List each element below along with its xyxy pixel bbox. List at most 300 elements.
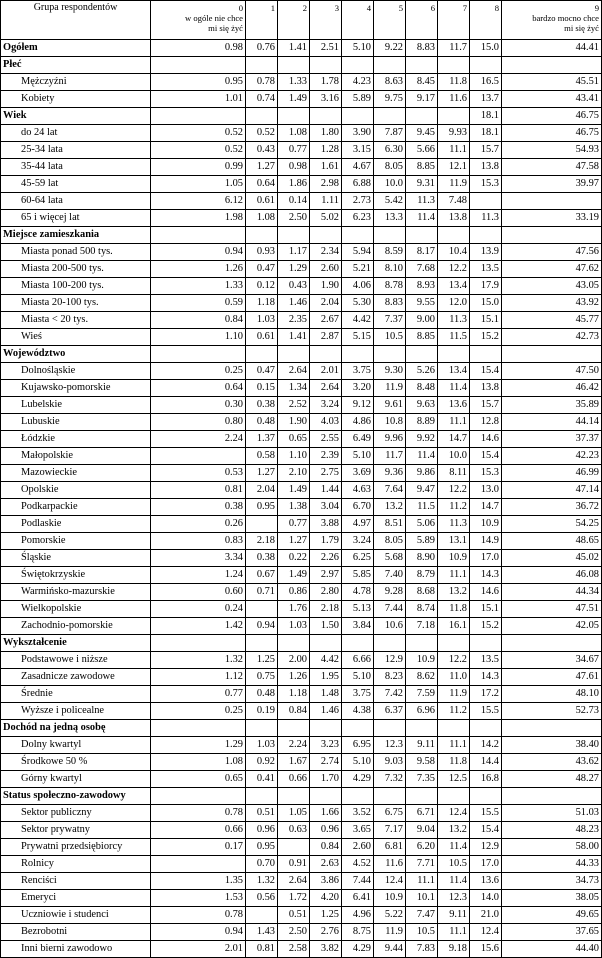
- value-col1: 2.04: [246, 482, 278, 499]
- value-col7: 13.8: [438, 210, 470, 227]
- value-col6: 5.66: [406, 142, 438, 159]
- value-col5: 9.36: [374, 465, 406, 482]
- value-col2: 1.49: [278, 482, 310, 499]
- value-col7: 9.11: [438, 907, 470, 924]
- value-col6: 10.5: [406, 924, 438, 941]
- row-label: Średnie: [1, 686, 151, 703]
- value-col0: 1.10: [151, 329, 246, 346]
- value-col9: [502, 788, 602, 805]
- value-col2: 2.64: [278, 363, 310, 380]
- value-col5: 11.7: [374, 448, 406, 465]
- row-label: Dolnośląskie: [1, 363, 151, 380]
- value-col0: 0.38: [151, 499, 246, 516]
- value-col3: 4.03: [310, 414, 342, 431]
- value-col1: 0.48: [246, 414, 278, 431]
- value-col0: [151, 57, 246, 74]
- value-col1: 0.70: [246, 856, 278, 873]
- value-col9: 37.37: [502, 431, 602, 448]
- value-col5: 10.5: [374, 329, 406, 346]
- value-col9: 47.56: [502, 244, 602, 261]
- value-col1: [246, 108, 278, 125]
- value-col1: 0.19: [246, 703, 278, 720]
- value-col6: 5.06: [406, 516, 438, 533]
- value-col0: 0.95: [151, 74, 246, 91]
- row-label: Bezrobotni: [1, 924, 151, 941]
- value-col8: 13.6: [470, 873, 502, 890]
- value-col8: [470, 57, 502, 74]
- table-row: [1, 890, 602, 907]
- value-col9: 52.73: [502, 703, 602, 720]
- value-col6: 7.59: [406, 686, 438, 703]
- value-col7: 11.2: [438, 703, 470, 720]
- value-col6: 9.45: [406, 125, 438, 142]
- value-col4: 5.89: [342, 91, 374, 108]
- value-col2: [278, 720, 310, 737]
- value-col9: [502, 193, 602, 210]
- value-col5: 7.40: [374, 567, 406, 584]
- value-col0: [151, 448, 246, 465]
- value-col1: 0.94: [246, 618, 278, 635]
- row-label: Podstawowe i niższe: [1, 652, 151, 669]
- value-col0: 0.78: [151, 805, 246, 822]
- value-col7: 8.11: [438, 465, 470, 482]
- group-heading-row: [1, 108, 602, 125]
- value-col9: 42.73: [502, 329, 602, 346]
- value-col0: 0.83: [151, 533, 246, 550]
- value-col8: 15.7: [470, 397, 502, 414]
- col3-header: 3: [310, 1, 342, 40]
- value-col0: 1.29: [151, 737, 246, 754]
- row-label: Dolny kwartyl: [1, 737, 151, 754]
- value-col6: 8.90: [406, 550, 438, 567]
- value-col9: 34.73: [502, 873, 602, 890]
- value-col3: 3.16: [310, 91, 342, 108]
- row-label: Zachodnio-pomorskie: [1, 618, 151, 635]
- value-col9: 39.97: [502, 176, 602, 193]
- value-col1: 0.67: [246, 567, 278, 584]
- row-label: Świętokrzyskie: [1, 567, 151, 584]
- value-col3: 3.24: [310, 397, 342, 414]
- value-col8: 17.0: [470, 550, 502, 567]
- value-col3: 0.84: [310, 839, 342, 856]
- value-col7: 11.4: [438, 873, 470, 890]
- value-col9: 43.05: [502, 278, 602, 295]
- group-heading-row: [1, 720, 602, 737]
- value-col0: 0.59: [151, 295, 246, 312]
- value-col3: 1.28: [310, 142, 342, 159]
- value-col5: 5.22: [374, 907, 406, 924]
- value-col4: 2.60: [342, 839, 374, 856]
- table-row: [1, 159, 602, 176]
- value-col2: 1.86: [278, 176, 310, 193]
- value-col2: [278, 227, 310, 244]
- value-col9: [502, 227, 602, 244]
- value-col9: 37.65: [502, 924, 602, 941]
- value-col6: 9.31: [406, 176, 438, 193]
- value-col4: 5.15: [342, 329, 374, 346]
- row-label: 65 i więcej lat: [1, 210, 151, 227]
- value-col8: 13.8: [470, 380, 502, 397]
- value-col9: 43.92: [502, 295, 602, 312]
- row-label: 60-64 lata: [1, 193, 151, 210]
- value-col8: 14.0: [470, 890, 502, 907]
- value-col9: 51.03: [502, 805, 602, 822]
- group-heading-row: [1, 635, 602, 652]
- value-col6: 8.79: [406, 567, 438, 584]
- value-col6: 6.20: [406, 839, 438, 856]
- value-col0: [151, 788, 246, 805]
- col1-header: 1: [246, 1, 278, 40]
- value-col6: 9.92: [406, 431, 438, 448]
- value-col1: 0.47: [246, 261, 278, 278]
- value-col4: 5.10: [342, 448, 374, 465]
- value-col7: 9.93: [438, 125, 470, 142]
- table-row: [1, 567, 602, 584]
- row-label: Podkarpackie: [1, 499, 151, 516]
- value-col2: 2.58: [278, 941, 310, 958]
- value-col5: 11.9: [374, 924, 406, 941]
- value-col6: 11.4: [406, 210, 438, 227]
- row-label: Górny kwartyl: [1, 771, 151, 788]
- value-col6: 8.45: [406, 74, 438, 91]
- value-col4: 8.75: [342, 924, 374, 941]
- value-col2: 2.10: [278, 465, 310, 482]
- col0-desc-line1: w ogóle nie chce: [185, 13, 243, 23]
- value-col8: 13.7: [470, 91, 502, 108]
- value-col9: [502, 346, 602, 363]
- value-col3: [310, 635, 342, 652]
- value-col7: 10.0: [438, 448, 470, 465]
- value-col8: 18.1: [470, 108, 502, 125]
- value-col2: 1.90: [278, 414, 310, 431]
- value-col6: 11.5: [406, 499, 438, 516]
- value-col8: [470, 193, 502, 210]
- value-col1: 0.12: [246, 278, 278, 295]
- value-col8: 14.9: [470, 533, 502, 550]
- value-col0: 0.66: [151, 822, 246, 839]
- row-label: Mazowieckie: [1, 465, 151, 482]
- value-col5: 6.37: [374, 703, 406, 720]
- row-label: Podlaskie: [1, 516, 151, 533]
- value-col0: 0.99: [151, 159, 246, 176]
- row-label: Rolnicy: [1, 856, 151, 873]
- value-col5: [374, 635, 406, 652]
- value-col4: [342, 346, 374, 363]
- value-col7: [438, 108, 470, 125]
- row-label: Pomorskie: [1, 533, 151, 550]
- table-row: [1, 431, 602, 448]
- value-col5: 9.75: [374, 91, 406, 108]
- value-col7: 11.1: [438, 924, 470, 941]
- value-col7: [438, 227, 470, 244]
- value-col1: [246, 907, 278, 924]
- value-col3: 2.97: [310, 567, 342, 584]
- value-col1: [246, 227, 278, 244]
- value-col2: 1.41: [278, 329, 310, 346]
- table-row: [1, 278, 602, 295]
- value-col5: 8.05: [374, 533, 406, 550]
- value-col1: 1.37: [246, 431, 278, 448]
- value-col7: 12.2: [438, 261, 470, 278]
- value-col2: 1.17: [278, 244, 310, 261]
- value-col2: 1.18: [278, 686, 310, 703]
- value-col6: 9.86: [406, 465, 438, 482]
- group-heading-row: [1, 227, 602, 244]
- value-col2: 0.84: [278, 703, 310, 720]
- value-col9: 36.72: [502, 499, 602, 516]
- table-row: [1, 873, 602, 890]
- value-col2: 1.33: [278, 74, 310, 91]
- value-col4: 4.86: [342, 414, 374, 431]
- row-label: Województwo: [1, 346, 151, 363]
- value-col3: 1.48: [310, 686, 342, 703]
- value-col7: [438, 788, 470, 805]
- value-col5: 9.22: [374, 40, 406, 57]
- value-col6: 7.47: [406, 907, 438, 924]
- value-col3: 2.63: [310, 856, 342, 873]
- col6-header: 6: [406, 1, 438, 40]
- value-col3: 1.46: [310, 703, 342, 720]
- value-col5: [374, 57, 406, 74]
- value-col4: 3.24: [342, 533, 374, 550]
- value-col1: 1.18: [246, 295, 278, 312]
- value-col1: 0.74: [246, 91, 278, 108]
- value-col0: [151, 720, 246, 737]
- value-col3: 1.79: [310, 533, 342, 550]
- value-col8: 21.0: [470, 907, 502, 924]
- value-col8: 14.7: [470, 499, 502, 516]
- value-col5: 7.64: [374, 482, 406, 499]
- value-col0: 0.30: [151, 397, 246, 414]
- value-col9: 54.93: [502, 142, 602, 159]
- value-col7: 10.5: [438, 856, 470, 873]
- value-col8: 15.5: [470, 703, 502, 720]
- group-heading-row: [1, 57, 602, 74]
- header-row: [1, 1, 602, 40]
- value-col2: [278, 108, 310, 125]
- value-col0: 2.24: [151, 431, 246, 448]
- value-col5: 11.6: [374, 856, 406, 873]
- value-col9: 49.65: [502, 907, 602, 924]
- value-col1: 1.08: [246, 210, 278, 227]
- value-col2: 1.08: [278, 125, 310, 142]
- value-col5: 8.05: [374, 159, 406, 176]
- value-col7: 7.48: [438, 193, 470, 210]
- value-col5: [374, 108, 406, 125]
- row-label: Kobiety: [1, 91, 151, 108]
- value-col1: 0.38: [246, 397, 278, 414]
- value-col8: 13.5: [470, 652, 502, 669]
- value-col4: 5.30: [342, 295, 374, 312]
- row-label: Lubelskie: [1, 397, 151, 414]
- value-col7: 11.5: [438, 329, 470, 346]
- value-col7: 14.7: [438, 431, 470, 448]
- value-col1: 0.92: [246, 754, 278, 771]
- row-label: Opolskie: [1, 482, 151, 499]
- value-col6: 11.1: [406, 873, 438, 890]
- value-col7: 11.3: [438, 516, 470, 533]
- value-col9: [502, 57, 602, 74]
- value-col4: 3.65: [342, 822, 374, 839]
- value-col3: 2.01: [310, 363, 342, 380]
- row-label: Śląskie: [1, 550, 151, 567]
- value-col5: 8.59: [374, 244, 406, 261]
- value-col7: [438, 346, 470, 363]
- value-col1: 0.15: [246, 380, 278, 397]
- value-col4: 4.06: [342, 278, 374, 295]
- row-label: Wieś: [1, 329, 151, 346]
- value-col5: 9.28: [374, 584, 406, 601]
- value-col8: 16.5: [470, 74, 502, 91]
- value-col7: [438, 720, 470, 737]
- value-col8: 15.4: [470, 448, 502, 465]
- value-col1: 0.81: [246, 941, 278, 958]
- value-col3: 1.80: [310, 125, 342, 142]
- value-col7: 11.1: [438, 142, 470, 159]
- value-col0: 0.64: [151, 380, 246, 397]
- value-col5: 9.61: [374, 397, 406, 414]
- value-col6: 8.48: [406, 380, 438, 397]
- value-col4: 5.21: [342, 261, 374, 278]
- value-col4: 4.78: [342, 584, 374, 601]
- value-col0: 1.26: [151, 261, 246, 278]
- value-col7: 11.8: [438, 74, 470, 91]
- table-row: [1, 941, 602, 958]
- value-col1: 0.48: [246, 686, 278, 703]
- value-col6: 8.89: [406, 414, 438, 431]
- value-col7: 12.2: [438, 652, 470, 669]
- value-col8: 17.9: [470, 278, 502, 295]
- table-row: [1, 533, 602, 550]
- value-col9: 45.02: [502, 550, 602, 567]
- value-col4: 5.85: [342, 567, 374, 584]
- value-col5: 13.2: [374, 499, 406, 516]
- value-col2: 2.64: [278, 873, 310, 890]
- col5-header: 5: [374, 1, 406, 40]
- row-label: Emeryci: [1, 890, 151, 907]
- value-col6: 8.68: [406, 584, 438, 601]
- value-col3: 1.90: [310, 278, 342, 295]
- value-col9: 44.40: [502, 941, 602, 958]
- value-col9: 45.51: [502, 74, 602, 91]
- value-col0: 0.98: [151, 40, 246, 57]
- table-row: [1, 907, 602, 924]
- value-col5: 9.96: [374, 431, 406, 448]
- value-col0: 1.08: [151, 754, 246, 771]
- value-col6: 9.47: [406, 482, 438, 499]
- value-col9: 47.62: [502, 261, 602, 278]
- row-label: Środkowe 50 %: [1, 754, 151, 771]
- value-col9: 47.58: [502, 159, 602, 176]
- value-col8: 10.9: [470, 516, 502, 533]
- value-col8: 15.3: [470, 176, 502, 193]
- value-col5: 7.87: [374, 125, 406, 142]
- row-label: Miasta < 20 tys.: [1, 312, 151, 329]
- value-col4: 3.69: [342, 465, 374, 482]
- value-col1: 0.75: [246, 669, 278, 686]
- value-col8: 15.3: [470, 465, 502, 482]
- value-col6: 7.35: [406, 771, 438, 788]
- value-col0: 0.94: [151, 924, 246, 941]
- value-col0: 0.53: [151, 465, 246, 482]
- value-col9: 44.33: [502, 856, 602, 873]
- value-col7: 16.1: [438, 618, 470, 635]
- table-row: [1, 669, 602, 686]
- value-col5: [374, 788, 406, 805]
- value-col1: 1.43: [246, 924, 278, 941]
- value-col8: 17.0: [470, 856, 502, 873]
- value-col9: 46.75: [502, 125, 602, 142]
- value-col4: 6.41: [342, 890, 374, 907]
- value-col3: 1.66: [310, 805, 342, 822]
- value-col0: 0.52: [151, 142, 246, 159]
- table-row: [1, 686, 602, 703]
- value-col6: 9.04: [406, 822, 438, 839]
- value-col4: 3.75: [342, 686, 374, 703]
- value-col2: 0.51: [278, 907, 310, 924]
- value-col3: 2.55: [310, 431, 342, 448]
- value-col7: 13.2: [438, 584, 470, 601]
- value-col7: 11.0: [438, 669, 470, 686]
- row-label: Uczniowie i studenci: [1, 907, 151, 924]
- value-col7: 11.1: [438, 737, 470, 754]
- value-col0: 0.77: [151, 686, 246, 703]
- value-col8: 17.2: [470, 686, 502, 703]
- value-col3: 2.04: [310, 295, 342, 312]
- table-row: [1, 499, 602, 516]
- value-col1: 0.56: [246, 890, 278, 907]
- value-col5: 5.68: [374, 550, 406, 567]
- value-col3: 1.61: [310, 159, 342, 176]
- value-col6: [406, 635, 438, 652]
- value-col1: 0.93: [246, 244, 278, 261]
- value-col0: 1.12: [151, 669, 246, 686]
- row-label: Lubuskie: [1, 414, 151, 431]
- value-col4: [342, 227, 374, 244]
- value-col6: 9.63: [406, 397, 438, 414]
- value-col0: 0.81: [151, 482, 246, 499]
- value-col2: 1.67: [278, 754, 310, 771]
- value-col4: 3.15: [342, 142, 374, 159]
- value-col7: 11.1: [438, 567, 470, 584]
- row-label: Miasta 100-200 tys.: [1, 278, 151, 295]
- value-col2: 1.76: [278, 601, 310, 618]
- value-col5: [374, 720, 406, 737]
- value-col7: [438, 635, 470, 652]
- value-col3: [310, 346, 342, 363]
- value-col0: 0.80: [151, 414, 246, 431]
- value-col7: 11.9: [438, 176, 470, 193]
- value-col3: 0.96: [310, 822, 342, 839]
- value-col4: 6.49: [342, 431, 374, 448]
- value-col8: 14.3: [470, 669, 502, 686]
- value-col4: 5.10: [342, 40, 374, 57]
- value-col6: [406, 57, 438, 74]
- value-col5: [374, 227, 406, 244]
- value-col3: 2.76: [310, 924, 342, 941]
- table-row: [1, 482, 602, 499]
- col9-desc-line1: bardzo mocno chce: [532, 13, 599, 23]
- value-col3: 1.78: [310, 74, 342, 91]
- value-col0: 1.98: [151, 210, 246, 227]
- value-col9: [502, 635, 602, 652]
- value-col1: [246, 601, 278, 618]
- value-col1: [246, 346, 278, 363]
- table-body: [1, 40, 602, 958]
- value-col4: 4.29: [342, 941, 374, 958]
- value-col5: 8.78: [374, 278, 406, 295]
- value-col8: 15.7: [470, 142, 502, 159]
